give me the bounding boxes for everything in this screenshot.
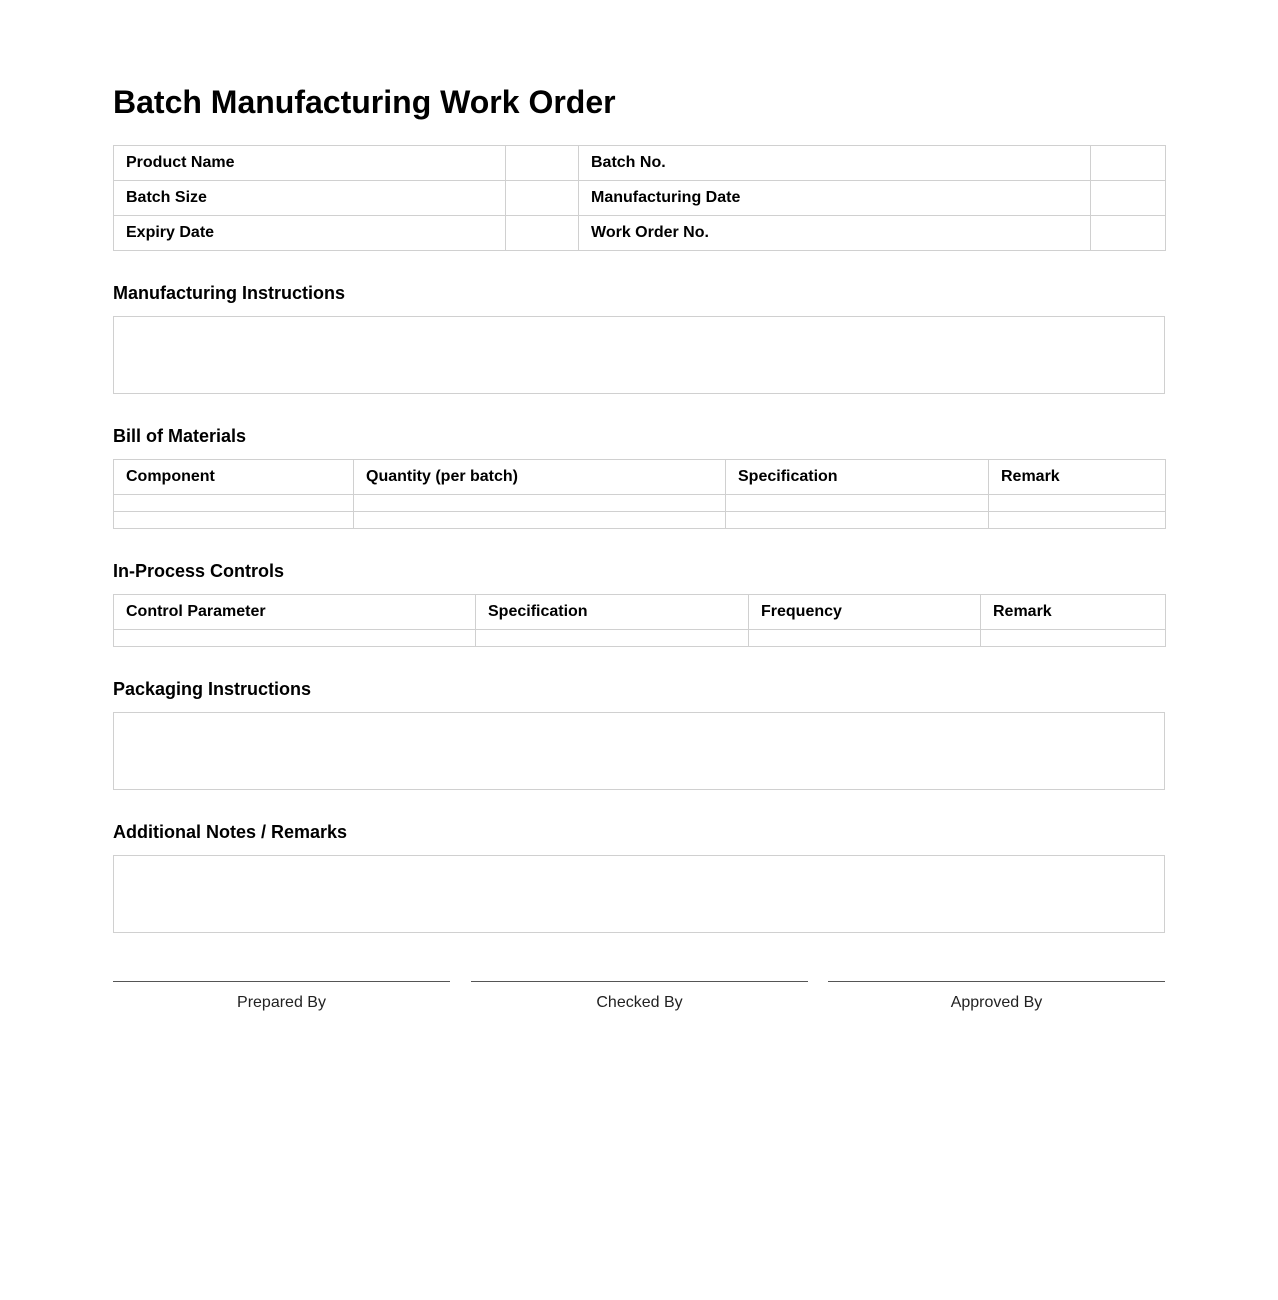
manufacturing-instructions-heading: Manufacturing Instructions [113,283,346,303]
bill-of-materials-heading: Bill of Materials [113,426,247,446]
table-cell[interactable] [114,630,476,647]
in-process-controls-table [113,594,1166,647]
batch-size-field[interactable] [506,181,579,216]
table-row [114,512,1166,529]
prepared-by-signature-line[interactable] [113,981,450,982]
additional-notes-heading: Additional Notes / Remarks [113,822,348,842]
column-header-specification: Specification [726,460,989,495]
table-cell[interactable] [354,495,726,512]
table-cell[interactable] [114,495,354,512]
document-title: Batch Manufacturing Work Order [113,84,616,120]
batch-no-field[interactable] [1091,146,1166,181]
packaging-instructions-box[interactable] [113,712,1165,790]
table-cell[interactable] [114,512,354,529]
column-header-control-parameter: Control Parameter [114,595,476,630]
work-order-no-field[interactable] [1091,216,1166,251]
table-cell[interactable] [476,630,749,647]
checked-by-label: Checked By [596,994,683,1011]
table-row [114,216,1166,251]
manufacturing-instructions-box[interactable] [113,316,1165,394]
column-header-remark: Remark [989,460,1166,495]
manufacturing-date-field[interactable] [1091,181,1166,216]
table-cell[interactable] [726,495,989,512]
table-cell[interactable] [989,512,1166,529]
table-header-row [114,595,1166,630]
checked-by-signature-line[interactable] [471,981,808,982]
table-row [114,495,1166,512]
expiry-date-field[interactable] [506,216,579,251]
table-header-row [114,460,1166,495]
table-cell[interactable] [749,630,981,647]
batch-size-label: Batch Size [114,181,506,216]
column-header-quantity: Quantity (per batch) [354,460,726,495]
column-header-frequency: Frequency [749,595,981,630]
column-header-component: Component [114,460,354,495]
table-cell[interactable] [989,495,1166,512]
in-process-controls-heading: In-Process Controls [113,561,285,581]
product-name-label: Product Name [114,146,506,181]
table-cell[interactable] [726,512,989,529]
additional-notes-box[interactable] [113,855,1165,933]
table-row [114,181,1166,216]
table-cell[interactable] [981,630,1166,647]
expiry-date-label: Expiry Date [114,216,506,251]
bill-of-materials-table [113,459,1166,529]
column-header-specification: Specification [476,595,749,630]
product-name-field[interactable] [506,146,579,181]
work-order-no-label: Work Order No. [579,216,1091,251]
table-row [114,630,1166,647]
packaging-instructions-heading: Packaging Instructions [113,679,312,699]
column-header-remark: Remark [981,595,1166,630]
approved-by-signature-line[interactable] [828,981,1165,982]
prepared-by-label: Prepared By [237,994,326,1011]
table-cell[interactable] [354,512,726,529]
batch-info-table [113,145,1166,251]
approved-by-label: Approved By [950,994,1043,1011]
manufacturing-date-label: Manufacturing Date [579,181,1091,216]
table-row [114,146,1166,181]
batch-no-label: Batch No. [579,146,1091,181]
